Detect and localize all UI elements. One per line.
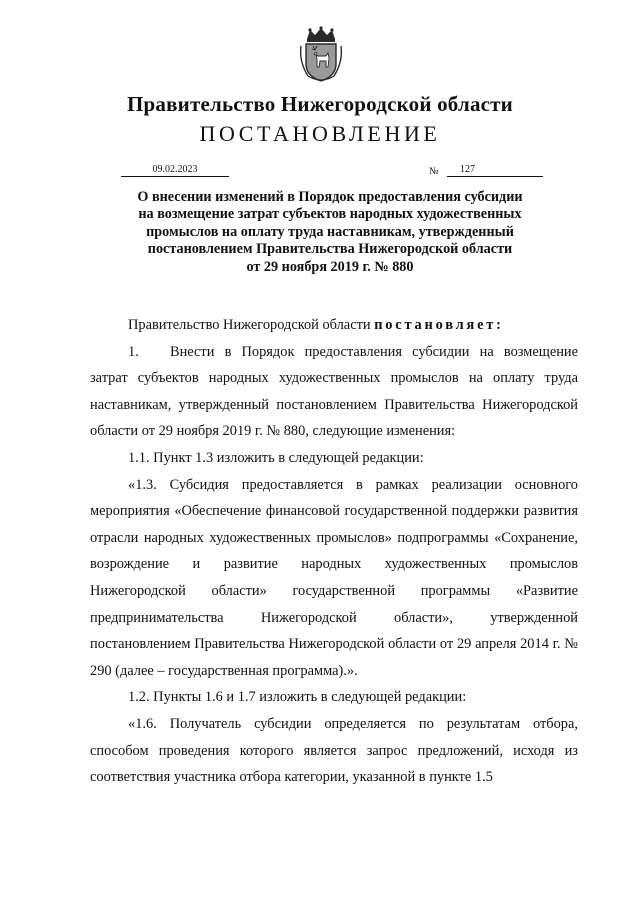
document-subject — [100, 189, 560, 276]
document-date: 09.02.2023 — [121, 163, 229, 177]
intro-prefix: Правительство Нижегородской области — [128, 317, 371, 333]
coat-of-arms-deer-icon — [298, 26, 344, 84]
document-number-value: 127 — [460, 164, 475, 175]
item-1-number: 1. — [128, 343, 139, 360]
subject-line: от 29 ноября 2019 г. № 880 — [246, 258, 414, 275]
item-1-2-paragraph: 1.2. Пункты 1.6 и 1.7 изложить в следующей редакции: — [128, 689, 467, 706]
subject-line: О внесении изменений в Порядок предоставления субсидии — [137, 189, 523, 205]
intro-resolves: постановляет: — [374, 317, 504, 333]
document-type: ПОСТАНОВЛЕНИЕ — [199, 121, 441, 146]
document-number — [447, 163, 543, 177]
subject-line: постановлением Правительства Нижегородской области — [147, 241, 513, 258]
subject-line: на возмещение затрат субъектов народных художественных — [138, 206, 522, 223]
intro-paragraph — [90, 312, 578, 339]
quote-1-6-paragraph: «1.6. Получатель субсидии определяется по результатам отбора, способом проведения которого является запрос предложений, исходя из соответствия участника отбора категории, указанной в пункте 1.5 — [90, 715, 578, 786]
government-name: Правительство Нижегородской области — [127, 92, 513, 116]
subject-line: промыслов на оплату труда наставникам, утвержденный — [146, 223, 514, 240]
item-1-text: Внести в Порядок предоставления субсидии на возмещение затрат субъектов народных художественных промыслов на оплату труда наставникам, утвержденный постановлением Правительства Нижегородской области от 29 ноября 2019 г. № 880, следующие изменения: — [90, 343, 578, 440]
number-label: № — [429, 166, 439, 177]
item-1-1-paragraph: 1.1. Пункт 1.3 изложить в следующей редакции: — [128, 449, 424, 466]
item-1-paragraph — [90, 339, 578, 445]
quote-1-3-paragraph: «1.3. Субсидия предоставляется в рамках реализации основного мероприятия «Обеспечение финансовой государственной поддержки развития отрасли народных художественных промыслов» подпрограммы «Сохранение, возрождение и развитие народных художественных промыслов Нижегородской области» государственной программы «Развитие предпринимательства Нижегородской области», утвержденной постановлением Правительства Нижегородской области от 29 апреля 2014 г. № 290 (далее – государственная программа).». — [90, 476, 578, 679]
document-body — [90, 312, 578, 791]
